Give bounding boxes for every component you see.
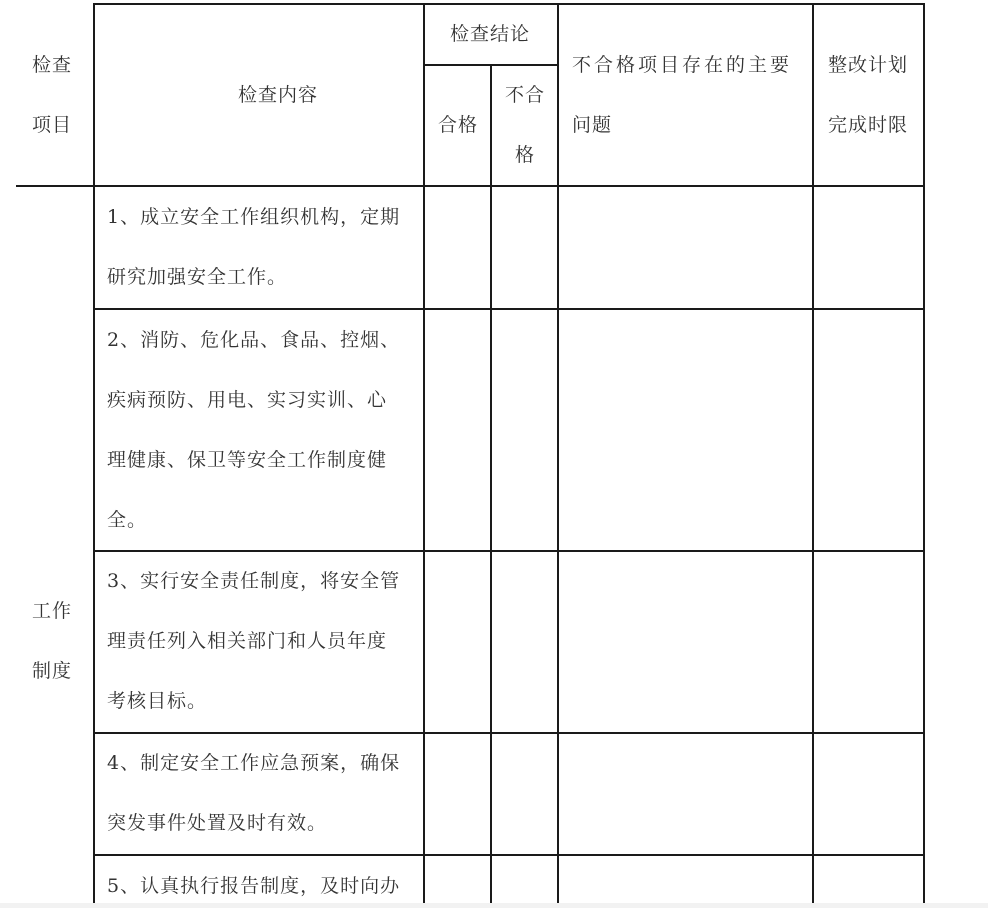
- header-deadline-line1: 整改计划: [828, 54, 909, 76]
- row-1-line-2: 研究加强安全工作。: [107, 266, 288, 288]
- row-3-line-3: 考核目标。: [107, 690, 208, 712]
- page-bottom-edge: [0, 903, 988, 908]
- header-conclusion: 检查结论: [450, 23, 531, 45]
- col-divider-pass: [490, 64, 492, 908]
- row-4-line-2: 突发事件处置及时有效。: [107, 812, 328, 834]
- row-2-line-4: 全。: [107, 509, 148, 531]
- table-right-border: [923, 3, 925, 908]
- col-divider-item: [93, 3, 95, 908]
- header-problems-line2: 问题: [572, 114, 613, 136]
- header-content: 检查内容: [238, 84, 319, 106]
- row-1-line-1: 1、成立安全工作组织机构，定期: [107, 206, 401, 228]
- header-item-line1: 检查: [32, 54, 73, 76]
- col-divider-fail: [557, 3, 559, 908]
- row-3-line-1: 3、实行安全责任制度，将安全管: [107, 570, 401, 592]
- row-5-line-1: 5、认真执行报告制度，及时向办: [107, 875, 401, 897]
- header-item-line2: 项目: [32, 114, 73, 136]
- row-3-line-2: 理责任列入相关部门和人员年度: [107, 630, 388, 652]
- section-label-line2: 制度: [32, 660, 73, 682]
- row-4-line-1: 4、制定安全工作应急预案，确保: [107, 752, 401, 774]
- row-2-line-1: 2、消防、危化品、食品、控烟、: [107, 329, 401, 351]
- row-2-line-2: 疾病预防、用电、实习实训、心: [107, 389, 388, 411]
- header-pass: 合格: [438, 114, 479, 136]
- header-problems-line1: 不合格项目存在的主要: [572, 54, 793, 76]
- header-deadline-line2: 完成时限: [828, 114, 909, 136]
- header-fail-line1: 不合: [505, 84, 546, 106]
- col-divider-problems: [812, 3, 814, 908]
- section-label-line1: 工作: [32, 600, 73, 622]
- header-fail-line2: 格: [515, 144, 536, 166]
- row-2-line-3: 理健康、保卫等安全工作制度健: [107, 449, 388, 471]
- col-divider-content: [423, 3, 425, 908]
